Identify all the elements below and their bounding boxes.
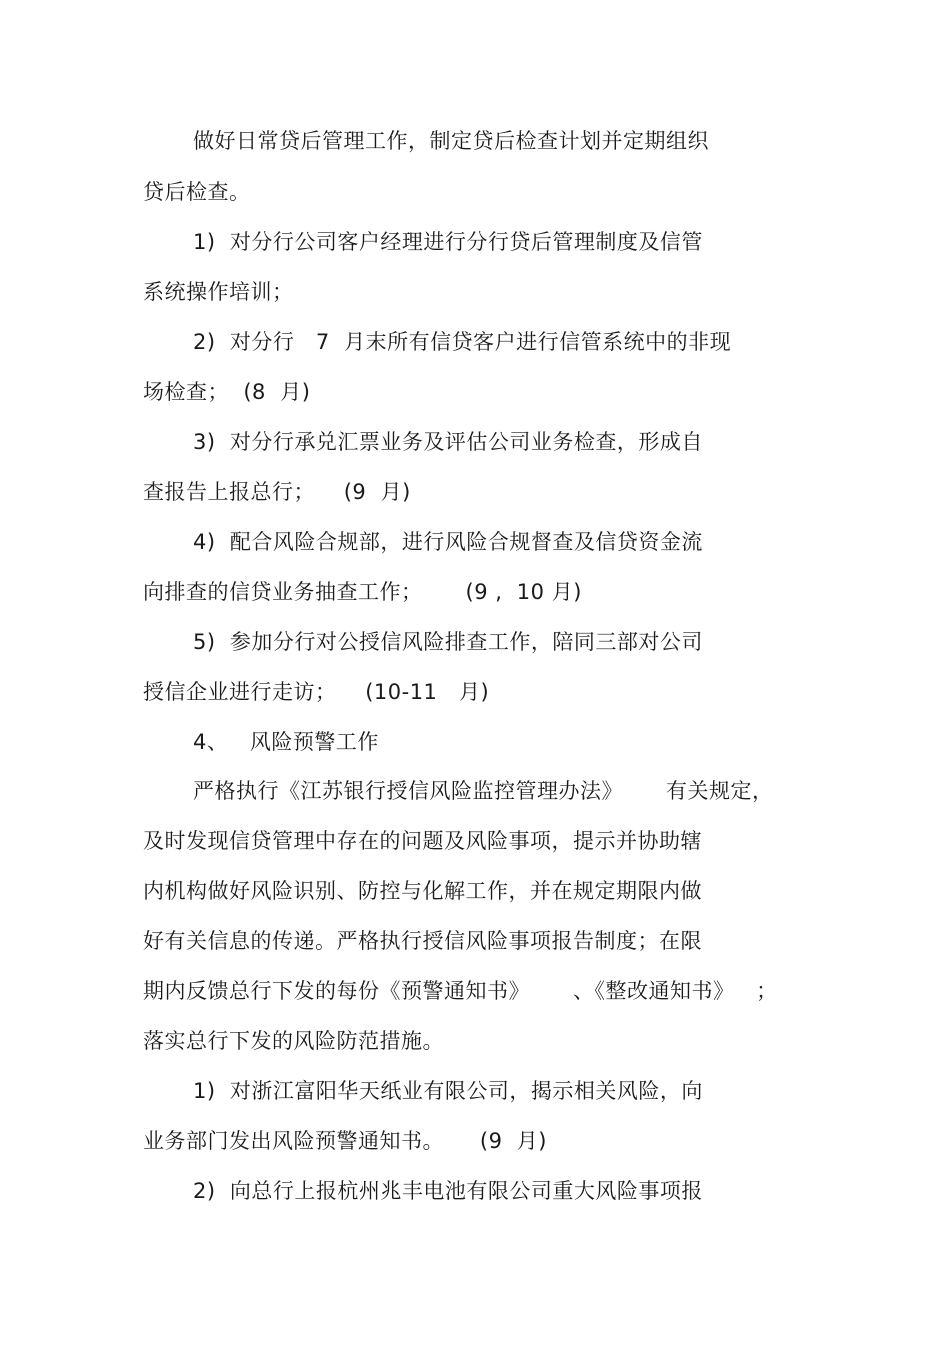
text-line: 好有关信息的传递。严格执行授信风险事项报告制度；在限: [143, 929, 702, 953]
text-line: 向排查的信贷业务抽查工作； (9 , 10 月): [143, 580, 582, 604]
text-line: 查报告上报总行； (9 月): [143, 480, 411, 504]
text-line: 5) 参加分行对公授信风险排查工作，陪同三部对公司: [193, 630, 703, 654]
text-line: 1) 对浙江富阳华天纸业有限公司，揭示相关风险，向: [193, 1079, 703, 1103]
text-line: 场检查； (8 月): [143, 380, 311, 404]
text-line: 及时发现信贷管理中存在的问题及风险事项，提示并协助辖: [143, 829, 702, 853]
text-line: 2) 对分行 7 月末所有信贷客户进行信管系统中的非现: [193, 330, 732, 354]
text-line: 3) 对分行承兑汇票业务及评估公司业务检查，形成自: [193, 430, 703, 454]
text-line: 系统操作培训；: [143, 280, 294, 304]
text-line: 落实总行下发的风险防范措施。: [143, 1029, 444, 1053]
text-line: 贷后检查。: [143, 180, 251, 204]
text-line: 2) 向总行上报杭州兆丰电池有限公司重大风险事项报: [193, 1179, 703, 1203]
text-line: 授信企业进行走访； (10-11 月): [143, 680, 490, 704]
text-line: 期内反馈总行下发的每份《预警通知书》 、《整改通知书》 ；: [143, 979, 778, 1003]
text-line: 1) 对分行公司客户经理进行分行贷后管理制度及信管: [193, 230, 703, 254]
text-line: 业务部门发出风险预警通知书。 (9 月): [143, 1129, 547, 1153]
section-heading: 4、 风险预警工作: [193, 730, 379, 754]
text-line: 4) 配合风险合规部，进行风险合规督查及信贷资金流: [193, 530, 703, 554]
text-line: 做好日常贷后管理工作，制定贷后检查计划并定期组织: [193, 129, 709, 153]
text-line: 严格执行《江苏银行授信风险监控管理办法》 有关规定，: [193, 779, 774, 803]
text-line: 内机构做好风险识别、防控与化解工作，并在规定期限内做: [143, 879, 702, 903]
